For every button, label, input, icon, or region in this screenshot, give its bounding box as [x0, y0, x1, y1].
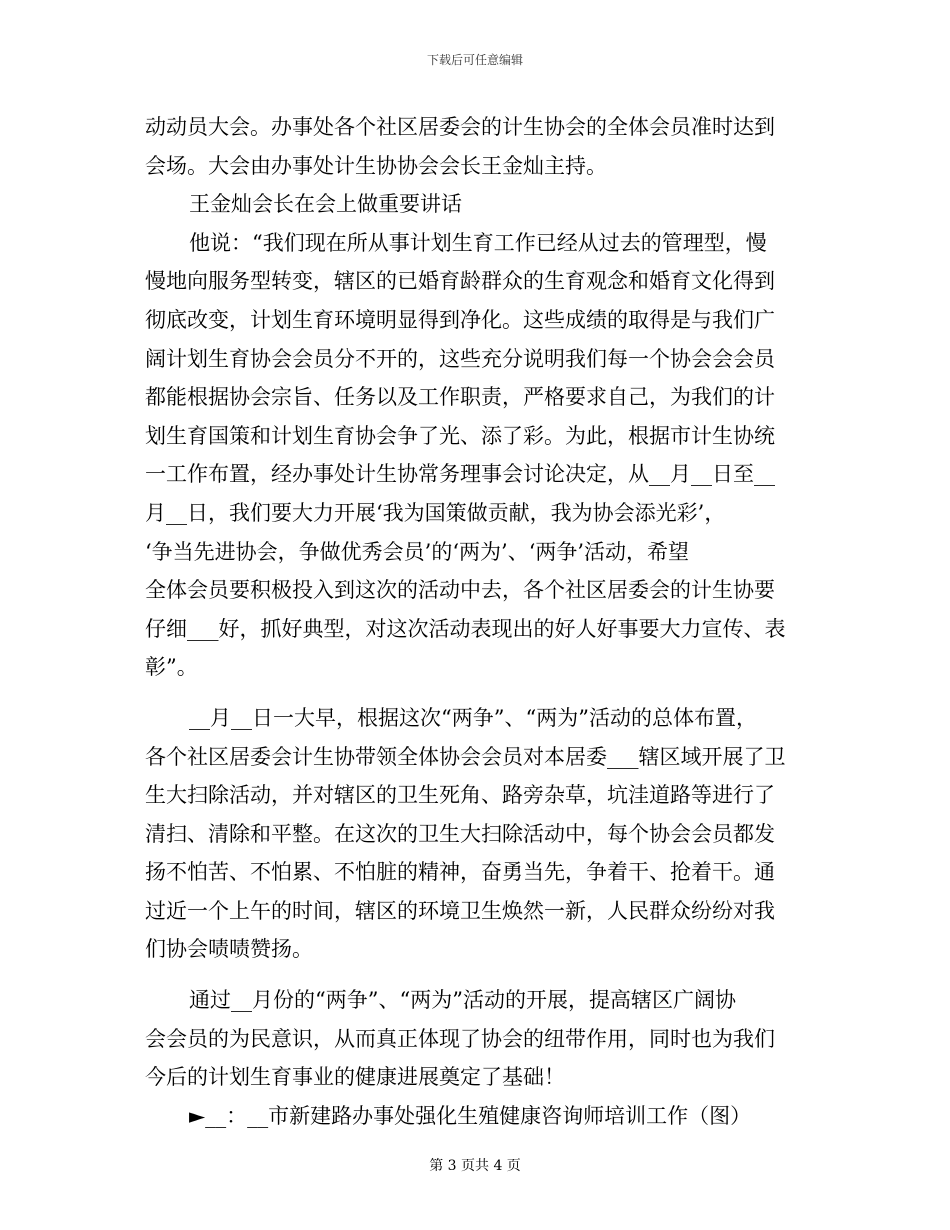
related-article-link[interactable]: ►__：__市新建路办事处强化生殖健康咨询师培训工作（图） [189, 1103, 752, 1128]
text-line: 清扫、清除和平整。在这次的卫生大扫除活动中，每个协会会员都发 [145, 821, 775, 846]
text-line: 生大扫除活动，并对辖区的卫生死角、路旁杂草，坑洼道路等进行了 [145, 783, 775, 808]
text-line: 动动员大会。办事处各个社区居委会的计生协会的全体会员准时达到 [145, 115, 775, 139]
text-line: 都能根据协会宗旨、任务以及工作职责，严格要求自己，为我们的计 [145, 385, 775, 410]
text-line: 各个社区居委会计生协带领全体协会会员对本居委___辖区域开展了卫 [145, 744, 786, 769]
paragraph-gap [145, 969, 800, 981]
page-number: 第 3 页共 4 页 [429, 1158, 521, 1174]
text-line: __月__日一大早，根据这次“两争”、“两为”活动的总体布置， [189, 705, 757, 730]
document-body [145, 108, 800, 1135]
text-line: 他说：“我们现在所从事计划生育工作已经从过去的管理型，慢 [189, 230, 767, 255]
text-line: 月__日，我们要大力开展‘我为国策做贡献，我为协会添光彩’， [145, 500, 726, 525]
text-line: 彰”。 [145, 655, 198, 680]
text-line: 全体会员要积极投入到这次的活动中去，各个社区居委会的计生协要 [145, 578, 775, 603]
text-line: 彻底改变，计划生育环境明显得到净化。这些成绩的取得是与我们广 [145, 307, 775, 332]
paragraph-gap [145, 687, 800, 699]
text-line: 会会员的为民意识，从而真正体现了协会的纽带作用，同时也为我们 [145, 1026, 775, 1051]
text-line: 一工作布置，经办事处计生协常务理事会讨论决定，从__月__日至__ [145, 462, 775, 487]
text-line: ‘争当先进协会，争做优秀会员’的‘两为’、‘两争’活动，希望 [145, 539, 690, 564]
text-line: 划生育国策和计划生育协会争了光、添了彩。为此，根据市计生协统 [145, 423, 775, 448]
text-line: 会场。大会由办事处计生协协会会长王金灿主持。 [145, 153, 607, 178]
text-line: 扬不怕苦、不怕累、不怕脏的精神，奋勇当先，争着干、抢着干。通 [145, 860, 775, 885]
page-header: 下载后可任意编辑 [426, 53, 523, 67]
text-line: 仔细___好，抓好典型，对这次活动表现出的好人好事要大力宣传、表 [145, 616, 786, 641]
text-line: 王金灿会长在会上做重要讲话 [189, 192, 462, 217]
text-line: 通过__月份的“两争”、“两为”活动的开展，提高辖区广阔协 [189, 988, 736, 1013]
text-line: 们协会啧啧赞扬。 [145, 937, 313, 962]
text-line: 阔计划生育协会会员分不开的，这些充分说明我们每一个协会会会员 [145, 346, 775, 371]
text-line: 慢地向服务型转变，辖区的已婚育龄群众的生育观念和婚育文化得到 [145, 269, 775, 294]
text-line: 今后的计划生育事业的健康进展奠定了基础！ [145, 1065, 565, 1090]
text-line: 过近一个上午的时间，辖区的环境卫生焕然一新，人民群众纷纷对我 [145, 898, 775, 923]
